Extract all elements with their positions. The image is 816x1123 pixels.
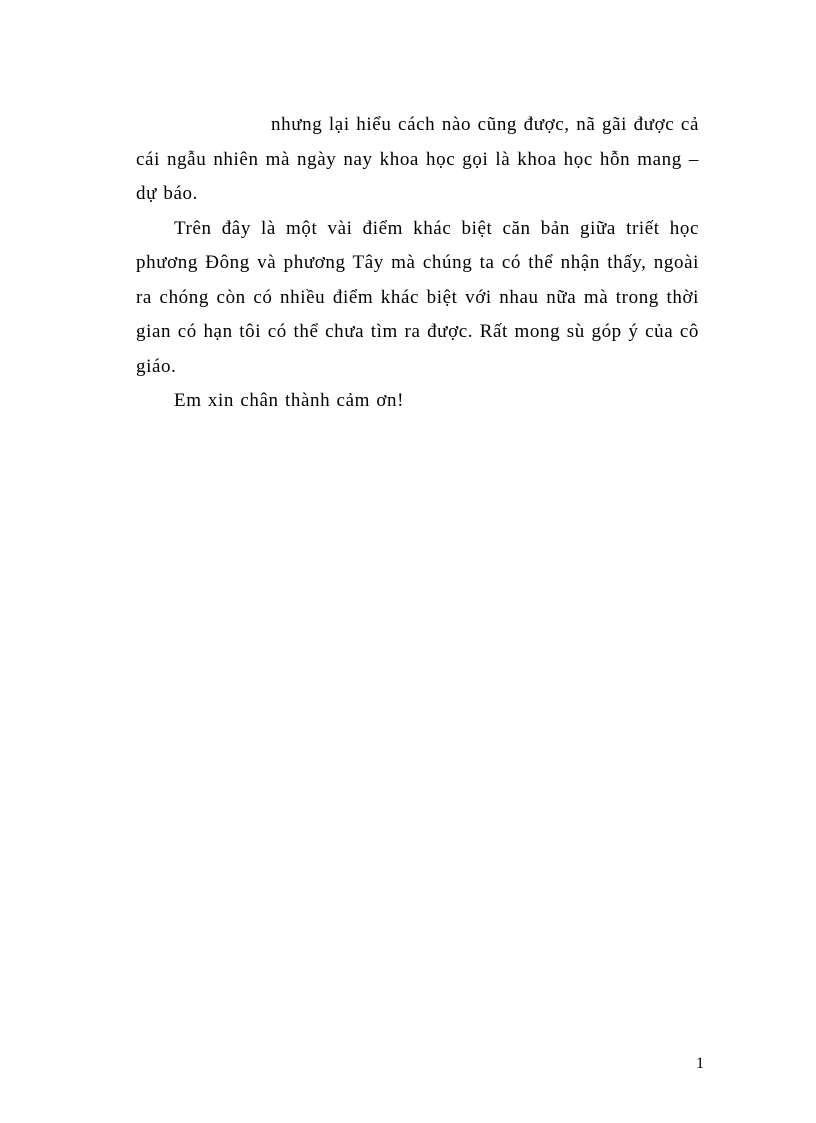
page-number: 1	[696, 1055, 704, 1072]
paragraph-summary: Trên đây là một vài điểm khác biệt căn bản giữa triết học phương Đông và phương Tây mà chúng ta có thể nhận thấy, ngoài ra chóng còn có nhiều điểm khác biệt với nhau nữa mà trong thời gian có hạn tôi có thể chưa tìm ra được. Rất mong sù góp ý của cô giáo.	[136, 217, 699, 377]
paragraph-continuation: nhưng lại hiểu cách nào cũng được, nã gãi được cả cái ngẫu nhiên mà ngày nay khoa học gọi là khoa học hỗn mang – dự báo.	[136, 114, 699, 204]
body-text	[136, 108, 699, 419]
paragraph-thanks: Em xin chân thành cảm ơn!	[174, 390, 405, 411]
